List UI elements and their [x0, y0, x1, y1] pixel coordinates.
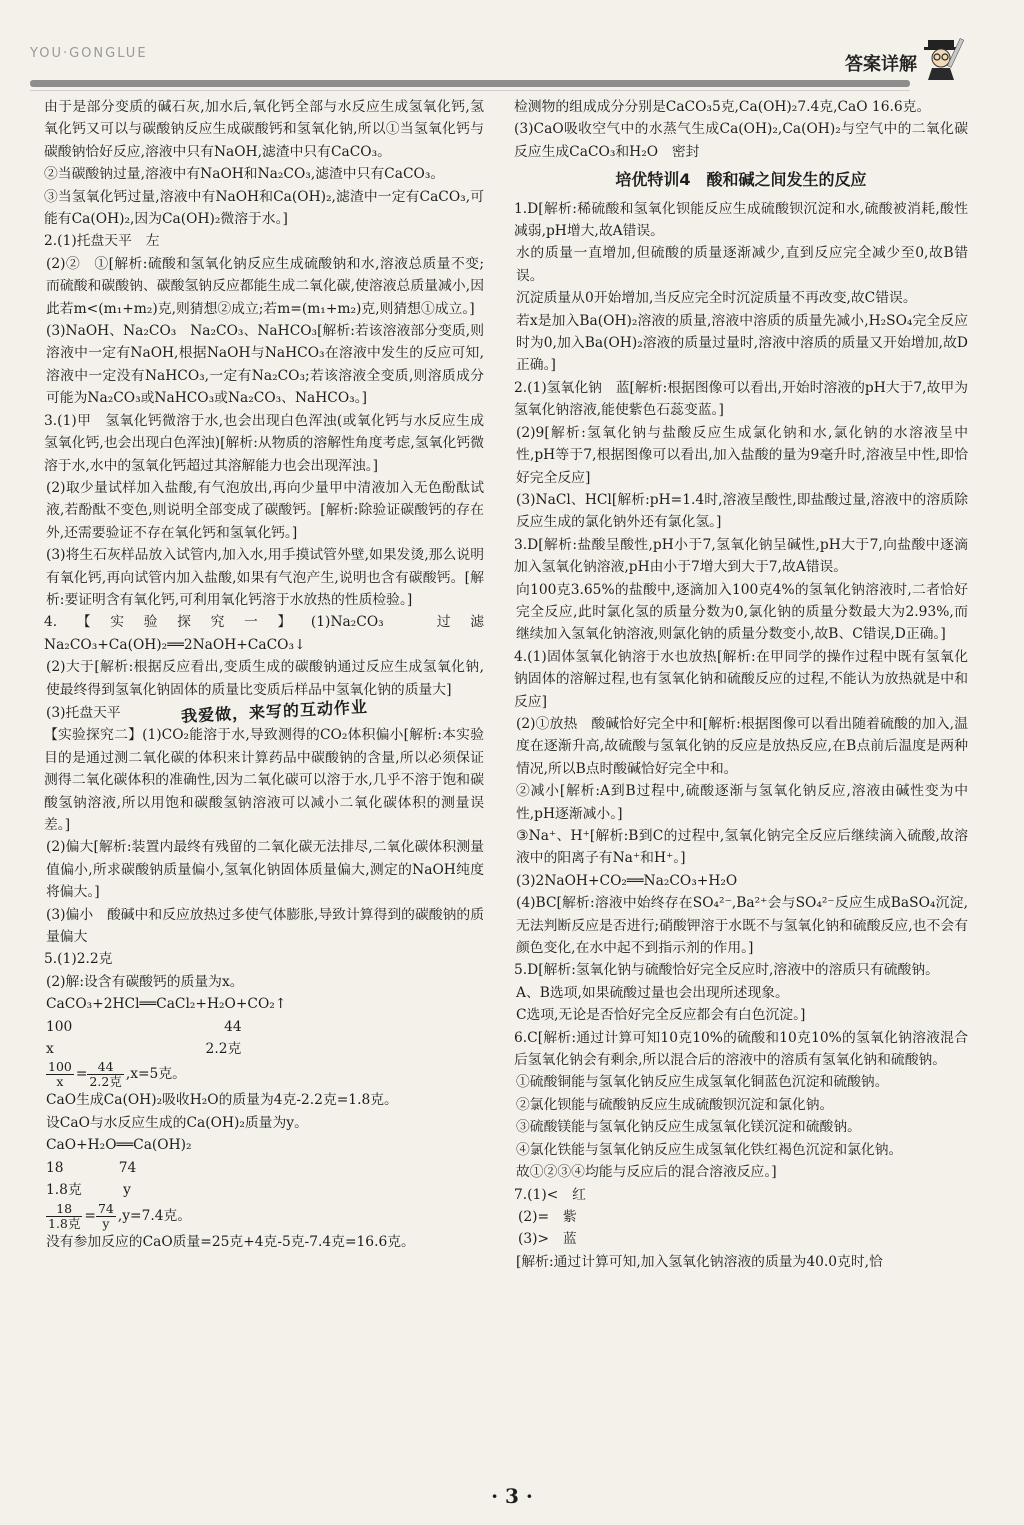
question-5-2: (2)解:设含有碳酸钙的质量为x。 — [46, 973, 244, 990]
question-2-1: 2.(1)托盘天平 左 — [44, 233, 160, 250]
question-4-1: 4.【实验探究一】(1)Na₂CO₃ 过滤 Na₂CO₃+Ca(OH)₂══2NaOH+CaCO₃↓ — [44, 614, 498, 653]
answer-1-b: 水的质量一直增加,但硫酸的质量逐渐减少,直到反应完全减少至0,故B错误。 — [516, 245, 968, 284]
answer-1-d: 若x是加入Ba(OH)₂溶液的质量,溶液中溶质的质量先减小,H₂SO₄完全反应时为0,加入Ba(OH)₂溶液的质量过量时,溶液中溶质的质量又开始增加,故D正确。] — [516, 312, 968, 374]
answer-7-2: (2)= 紫 — [518, 1208, 577, 1225]
answer-4-2b: ②减小[解析:A到B过程中,硫酸逐渐与氢氧化钠反应,溶液由碱性变为中性,pH逐渐减小。] — [516, 783, 968, 822]
answer-5: 5.D[解析:氢氧化钠与硫酸恰好完全反应时,溶液中的溶质只有硫酸钠。 — [514, 962, 939, 979]
question-5-1: 5.(1)2.2克 — [44, 951, 113, 968]
numerator: 18 — [46, 1202, 82, 1217]
denominator: y — [102, 1215, 110, 1231]
denominator: x — [56, 1074, 64, 1090]
assume-y: 设CaO与水反应生成的Ca(OH)₂质量为y。 — [46, 1114, 308, 1131]
balance-answer: (3)托盘天平 — [46, 704, 121, 721]
answer-2-3: (3)NaCl、HCl[解析:pH=1.4时,溶液呈酸性,即盐酸过量,溶液中的溶质除反应生成的氯化钠外还有氯化氢。] — [516, 491, 968, 531]
unreacted-cao: 没有参加反应的CaO质量=25克+4克-5克-7.4克=16.6克。 — [46, 1233, 415, 1250]
numerator: 74 — [97, 1200, 114, 1216]
equation-1: CaCO₃+2HCl══CaCl₂+H₂O+CO₂↑ — [46, 996, 287, 1013]
answer-7-3: (3)> 蓝 — [518, 1231, 577, 1248]
denominator: 2.2克 — [89, 1074, 122, 1090]
question-2-2: (2)② ①[解析:硫酸和氢氧化钠反应生成硫酸钠和水,溶液总质量不变;而硫酸和碳酸钠、碳酸氢钠反应都能生成二氧化碳,使溶液总质量减小,因此若m<(m₁+m₂)克,则猜想②成立;若m=(m₁+m₂)克,则猜想①成立。] — [46, 255, 484, 317]
paragraph: ②当碳酸钠过量,溶液中有NaOH和Na₂CO₃,滤渣中只有CaCO₃。 — [44, 166, 445, 183]
answer-1: 1.D[解析:稀硫酸和氢氧化钡能反应生成硫酸钡沉淀和水,硫酸被消耗,酸性减弱,pH增大,故A错误。 — [514, 200, 968, 240]
answer-4-4: (4)BC[解析:溶液中始终存在SO₄²⁻,Ba²⁺会与SO₄²⁻反应生成BaSO₄沉淀,无法判断反应是否进行;硝酸钾溶于水既不与氢氧化钠和硫酸反应,也不会有颜色变化,在水中起不到指示剂的作用。] — [516, 895, 968, 957]
equation-2-unknown: 1.8克 y — [46, 1182, 131, 1199]
question-4-2: (2)大于[解析:根据反应看出,变质生成的碳酸钠通过反应生成氢氧化钠,使最终得到氢氧化钠固体的质量比变质后样品中氢氧化钠的质量大] — [46, 659, 484, 698]
answer-2-1: 2.(1)氢氧化钠 蓝[解析:根据图像可以看出,开始时溶液的pH大于7,故甲为氢氧化钠溶液,能使紫色石蕊变蓝。] — [514, 379, 968, 419]
answer-5-b: A、B选项,如果硫酸过量也会出现所述现象。 — [516, 984, 789, 1001]
answer-6: 6.C[解析:通过计算可知10克10%的硫酸和10克10%的氢氧化钠溶液混合后氢氧化钠会有剩余,所以混合后的溶液中的溶质有氢氧化钠和硫酸钠。 — [514, 1029, 968, 1069]
paragraph: ③当氢氧化钙过量,溶液中有NaOH和Ca(OH)₂,滤渣中一定有CaCO₃,可能有Ca(OH)₂,因为Ca(OH)₂微溶于水。] — [44, 188, 484, 228]
proportion-2: $\frac{18}{\text{1.8克}}$ = $\frac{74}{y}$ ,y=7.4克。 — [48, 1200, 192, 1231]
denominator: 1.8克 — [48, 1215, 81, 1231]
water-mass: CaO生成Ca(OH)₂吸收H₂O的质量为4克-2.2克=1.8克。 — [46, 1092, 398, 1109]
fraction — [46, 1060, 74, 1089]
question-4-3 — [44, 697, 484, 726]
answer-7-exp: [解析:通过计算可知,加入氢氧化钠溶液的质量为40.0克时,恰 — [516, 1253, 883, 1270]
section-title: 培优特训4 酸和碱之间发生的反应 — [615, 170, 867, 190]
paragraph: (3)CaO吸收空气中的水蒸气生成Ca(OH)₂,Ca(OH)₂与空气中的二氧化碳反应生成CaCO₃和H₂O 密封 — [514, 121, 968, 160]
answer-6-5: 故①②③④均能与反应后的混合溶液反应。] — [516, 1164, 777, 1181]
paragraph: 检测物的组成成分分别是CaCO₃5克,Ca(OH)₂7.4克,CaO 16.6克。 — [514, 99, 931, 115]
handwritten-note: 我爱做，来写的互动作业 — [180, 697, 369, 726]
numerator: 44 — [87, 1060, 123, 1075]
answer-4-2c: ③Na⁺、H⁺[解析:B到C的过程中,氢氧化钠完全反应后继续滴入硫酸,故溶液中的阳离子有Na⁺和H⁺。] — [516, 828, 968, 867]
equation-2-mass: 18 74 — [46, 1159, 137, 1176]
answer-1-c: 沉淀质量从0开始增加,当反应完全时沉淀质量不再改变,故C错误。 — [516, 290, 917, 307]
question-3-3: (3)将生石灰样品放入试管内,加入水,用手摸试管外壁,如果发烫,那么说明有氧化钙,再向试管内加入盐酸,如果有气泡产生,说明也含有碳酸钙。[解析:要证明含有氧化钙,可利用氧化钙溶于水放热的性质检验。] — [46, 547, 484, 608]
equation-1-unknown: x 2.2克 — [46, 1041, 242, 1058]
right-column — [514, 96, 968, 1468]
equation-2: CaO+H₂O══Ca(OH)₂ — [46, 1137, 192, 1154]
mascot-icon — [914, 34, 970, 80]
answer-7-1: 7.(1)< 红 — [514, 1186, 586, 1203]
paragraph: 由于是部分变质的碱石灰,加水后,氧化钙全部与水反应生成氢氧化钙,氢氧化钙又可以与碳酸钠反应生成碳酸钙和氢氧化钠,所以①当氢氧化钙与碳酸钠恰好反应,溶液中只有NaOH,滤渣中只有CaCO₃。 — [44, 99, 484, 160]
fraction — [87, 1060, 123, 1089]
question-3-1: 3.(1)甲 氢氧化钙微溶于水,也会出现白色浑浊(或氧化钙与水反应生成氢氧化钙,也会出现白色浑浊)[解析:从物质的溶解性角度考虑,氢氧化钙微溶于水,水中的氢氧化钙超过其溶解能力也会出现浑浊。] — [44, 412, 484, 474]
equation-1-mass: 100 44 — [46, 1018, 242, 1035]
answer-5-c: C选项,无论是否恰好完全反应都会有白色沉淀。] — [516, 1007, 806, 1024]
answer-2-2: (2)9[解析:氢氧化钠与盐酸反应生成氯化钠和水,氯化钠的水溶液呈中性,pH等于7,根据图像可以看出,加入盐酸的量为9毫升时,溶液呈中性,即恰好完全反应] — [516, 424, 968, 486]
question-4-exp2-3: (3)偏小 酸碱中和反应放热过多使气体膨胀,导致计算得到的碳酸钠的质量偏大 — [46, 906, 484, 946]
answer-4-2: (2)①放热 酸碱恰好完全中和[解析:根据图像可以看出随着硫酸的加入,温度在逐渐升高,故硫酸与氢氧化钠的反应是放热反应,在B点前后温度是两种情况,所以B点时酸碱恰好完全中和。 — [516, 715, 968, 777]
numerator: 100 — [48, 1059, 72, 1075]
fraction — [46, 1202, 82, 1231]
header-rule-thin — [30, 90, 910, 91]
proportion-result: ,x=5克。 — [125, 1066, 186, 1083]
question-4-exp2-1: 【实验探究二】(1)CO₂能溶于水,导致测得的CO₂体积偏小[解析:本实验目的是通过测二氧化碳的体积来计算药品中碳酸钠的含量,所以必须保证测得二氧化碳体积的准确性,因为二氧化碳可以溶于水,几乎不溶于饱和碳酸氢钠溶液,所以用饱和碳酸氢钠溶液可以减小二氧化碳体积的测量误差。] — [44, 727, 484, 833]
answer-4-3: (3)2NaOH+CO₂══Na₂CO₃+H₂O — [516, 872, 738, 889]
fraction — [96, 1202, 116, 1231]
question-2-3: (3)NaOH、Na₂CO₃ Na₂CO₃、NaHCO₃[解析:若该溶液部分变质,则溶液中一定有NaOH,根据NaOH与NaHCO₃在溶液中发生的反应可知,溶液中一定没有NaHCO₃,一定有Na₂CO₃;若该溶液全变质,则溶质成分可能为Na₂CO₃或NaHCO₃或Na₂CO₃、NaHCO₃。] — [46, 323, 484, 407]
header-title: 答案详解 — [845, 54, 917, 75]
answer-3-b: 向100克3.65%的盐酸中,逐滴加入100克4%的氢氧化钠溶液时,二者恰好完全反应,此时氯化氢的质量分数为0,氯化钠的质量分数最大为2.93%,而继续加入氢氧化钠溶液,则氯化钠的质量分数变小,故B、C错误,D正确。] — [516, 581, 968, 643]
header-rule — [30, 80, 910, 87]
answer-6-1: ①硫酸铜能与氢氧化钠反应生成氢氧化铜蓝色沉淀和硫酸钠。 — [516, 1074, 889, 1091]
question-4-exp2-2: (2)偏大[解析:装置内最终有残留的二氧化碳无法排尽,二氧化碳体积测量值偏小,所求碳酸钠质量偏小,氢氧化钠固体质量偏大,测定的NaOH纯度将偏大。] — [46, 839, 484, 901]
proportion-result: ,y=7.4克。 — [117, 1207, 192, 1224]
answer-4-1: 4.(1)固体氢氧化钠溶于水也放热[解析:在甲同学的操作过程中既有氢氧化钠固体的溶解过程,也有氢氧化钠和硫酸反应的过程,不能认为放热就是中和反应] — [514, 648, 968, 710]
left-column — [44, 96, 498, 1468]
proportion-1: $\frac{100}{x}$ = $\frac{44}{\text{2.2克}}$ ,x=5克。 — [48, 1059, 186, 1090]
question-3-2: (2)取少量试样加入盐酸,有气泡放出,再向少量甲中清液加入无色酚酞试液,若酚酞不变色,则说明全部变成了碳酸钙。[解析:除验证碳酸钙的存在外,还需要验证不存在氧化钙和氢氧化钙。] — [46, 479, 484, 541]
brand-label: YOU·GONGLUE — [30, 46, 148, 61]
answer-6-3: ③硫酸镁能与氢氧化钠反应生成氢氧化镁沉淀和硫酸钠。 — [516, 1119, 861, 1136]
page-header — [0, 0, 1024, 82]
answer-6-4: ④氯化铁能与氢氧化钠反应生成氢氧化铁红褐色沉淀和氯化钠。 — [516, 1141, 903, 1158]
answer-3: 3.D[解析:盐酸呈酸性,pH小于7,氢氧化钠呈碱性,pH大于7,向盐酸中逐滴加入氢氧化钠溶液,pH由小于7增大到大于7,故A错误。 — [514, 536, 968, 576]
answer-6-2: ②氯化钡能与硫酸钠反应生成硫酸钡沉淀和氯化钠。 — [516, 1096, 834, 1113]
page-number: · 3 · — [491, 1484, 533, 1508]
